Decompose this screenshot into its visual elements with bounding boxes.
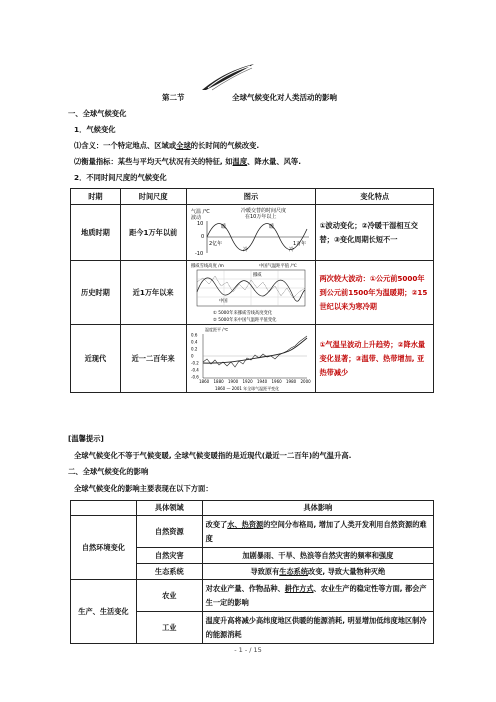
y-tick-label: -0.4 bbox=[190, 367, 199, 372]
y-tick-label: 0.2 bbox=[190, 346, 198, 351]
table-row bbox=[71, 580, 434, 612]
header-scale: 时间尺度 bbox=[120, 189, 186, 205]
x-tick-label: 1920 bbox=[242, 378, 253, 384]
effect-cell: 导致原有生态系统改变, 导致大量物种灭绝 bbox=[202, 564, 433, 580]
y-tick-label: -0.6 bbox=[190, 374, 199, 379]
header-field: 具体领域 bbox=[136, 501, 202, 516]
header-chart: 图示 bbox=[186, 189, 316, 205]
field-cell: 农业 bbox=[136, 580, 202, 612]
item-climate-change: 1．气候变化 bbox=[74, 125, 116, 134]
header-feature: 变化特点 bbox=[316, 189, 434, 205]
chart-ylabel-right: 中国气温距平值 /℃ bbox=[258, 263, 297, 269]
feather-logo-icon bbox=[200, 62, 256, 92]
field-cell: 工业 bbox=[136, 612, 202, 644]
chart-ylabel: 气温 /℃ bbox=[190, 208, 210, 215]
impacts-table bbox=[70, 500, 434, 644]
warm-label-2: 暖 bbox=[268, 223, 274, 230]
x-tick-label: 1900 bbox=[227, 378, 239, 384]
historical-snowline-chart bbox=[189, 262, 313, 324]
table-header-row bbox=[71, 501, 434, 516]
temperature-anomaly-smooth bbox=[203, 338, 307, 363]
period-cell: 历史时期 bbox=[71, 261, 121, 325]
feature-cell: ①气温呈波动上升趋势；②降水量变化显著；③温带、热带增加, 亚热带减少 bbox=[316, 325, 434, 393]
heading-part-one: 一、全球气候变化 bbox=[68, 109, 127, 118]
header-period: 时期 bbox=[71, 189, 121, 205]
header-effect: 具体影响 bbox=[202, 501, 433, 516]
chart-ylabel-left: 挪威雪线高度 /m bbox=[190, 263, 224, 269]
x-tick-label: 1880 bbox=[213, 378, 224, 384]
feature-cell: ①波动变化；②冷暖干湿相互交替；③变化周期长短不一 bbox=[316, 205, 434, 261]
tick-0: 0 bbox=[200, 233, 205, 240]
effect-cell: 对农业产量、作物品种、耕作方式、农业生产的稳定性等方面, 都会产生一定的影响 bbox=[202, 580, 433, 612]
y-tick-label: -0.2 bbox=[190, 360, 199, 365]
effect-cell: 加剧暴雨、干旱、热浪等自然灾害的频率和强度 bbox=[202, 548, 433, 564]
index-line: ⑵衡量指标：某些与平均天气状况有关的特征, 如温度、降水量、风等. bbox=[74, 157, 301, 166]
header-blank bbox=[71, 501, 137, 516]
tick-neg10: -10 bbox=[194, 250, 204, 257]
definition-line: ⑴含义：一个特定地点、区域或全球的长时间的气候改变. bbox=[74, 141, 260, 150]
table-row bbox=[71, 325, 434, 393]
scale-cell: 距今1万年以前 bbox=[120, 205, 186, 261]
page-footer: - 1 - / 15 bbox=[234, 646, 262, 654]
time-label-2yi: 2亿年 bbox=[208, 240, 223, 247]
chart-subtitle: 在10万年以上 bbox=[244, 213, 277, 220]
tip-text: 全球气候变化不等于气候变暖, 全球气候变暖指的是近现代(最近一二百年)的气温升高. bbox=[74, 451, 352, 460]
modern-temperature-chart bbox=[189, 326, 313, 392]
x-tick-label: 1960 bbox=[271, 378, 282, 384]
field-cell: 生态系统 bbox=[136, 564, 202, 580]
chart-title: 冷暖交替的时间尺度 bbox=[240, 207, 286, 214]
climate-periods-table bbox=[70, 188, 434, 393]
section-number: 第二节 bbox=[162, 93, 185, 102]
table-row bbox=[71, 205, 434, 261]
y-tick-label: 0 bbox=[190, 353, 194, 358]
group-production: 生产、生活变化 bbox=[71, 580, 137, 644]
warm-label-1: 暖 bbox=[220, 223, 226, 230]
heading-part-two: 二、全球气候变化的影响 bbox=[68, 467, 149, 476]
caption-1: ① 5000年来挪威雪线高度变化 bbox=[212, 310, 273, 316]
y-tick-label: 0.6 bbox=[190, 332, 198, 337]
time-label-1wan: 1万年 bbox=[292, 240, 307, 247]
impacts-intro: 全球气候变化的影响主要表现在以下方面： bbox=[74, 484, 213, 493]
table-row bbox=[71, 261, 434, 325]
chart-cell bbox=[186, 205, 316, 261]
scale-cell: 近一二百年来 bbox=[120, 325, 186, 393]
series-label-china: 中国 bbox=[218, 298, 228, 304]
effect-cell: 改变了水、热资源的空间分布格局, 增加了人类开发利用自然资源的难度 bbox=[202, 516, 433, 548]
x-tick-label: 2000 bbox=[300, 378, 311, 384]
chart-ylabel-2: 波动 bbox=[190, 214, 201, 221]
item-time-scale: 2．不同时间尺度的气候变化 bbox=[74, 173, 167, 182]
series-label-norway: 挪威 bbox=[252, 272, 262, 278]
cold-label-1: 冷 bbox=[242, 246, 248, 253]
chart-caption: 1860 — 2001 年全球气温距平变化 bbox=[214, 385, 280, 391]
x-tick-label: 1940 bbox=[256, 378, 268, 384]
chart-cell bbox=[186, 261, 316, 325]
feature-cell: 两次较大波动：①公元前5000年到公元前1500年为温暖期；②15世纪以来为寒冷期 bbox=[316, 261, 434, 325]
period-cell: 近现代 bbox=[71, 325, 121, 393]
field-cell: 自然灾害 bbox=[136, 548, 202, 564]
effect-cell: 温度升高将减少高纬度地区供暖的能源消耗, 明显增加低纬度地区制冷的能源消耗 bbox=[202, 612, 433, 644]
tick-10: 10 bbox=[196, 220, 204, 227]
caption-2: ② 5000年来中国气温距平值变化 bbox=[212, 317, 277, 323]
period-cell: 地质时期 bbox=[71, 205, 121, 261]
x-tick-label: 1980 bbox=[285, 378, 297, 384]
cold-label-2: 冷 bbox=[288, 246, 294, 253]
field-cell: 自然资源 bbox=[136, 516, 202, 548]
tip-title: [温馨提示] bbox=[68, 434, 104, 443]
y-tick-label: 0.4 bbox=[190, 339, 198, 344]
geologic-temperature-chart bbox=[189, 207, 313, 259]
group-natural: 自然环境变化 bbox=[71, 516, 137, 580]
table-row bbox=[71, 516, 434, 548]
chart-ylabel: 温度距平 /℃ bbox=[204, 326, 229, 332]
scale-cell: 近1万年以来 bbox=[120, 261, 186, 325]
chart-cell bbox=[186, 325, 316, 393]
table-header-row bbox=[71, 189, 434, 205]
section-title: 全球气候变化对人类活动的影响 bbox=[232, 93, 337, 102]
x-tick-label: 1860 bbox=[198, 378, 210, 384]
